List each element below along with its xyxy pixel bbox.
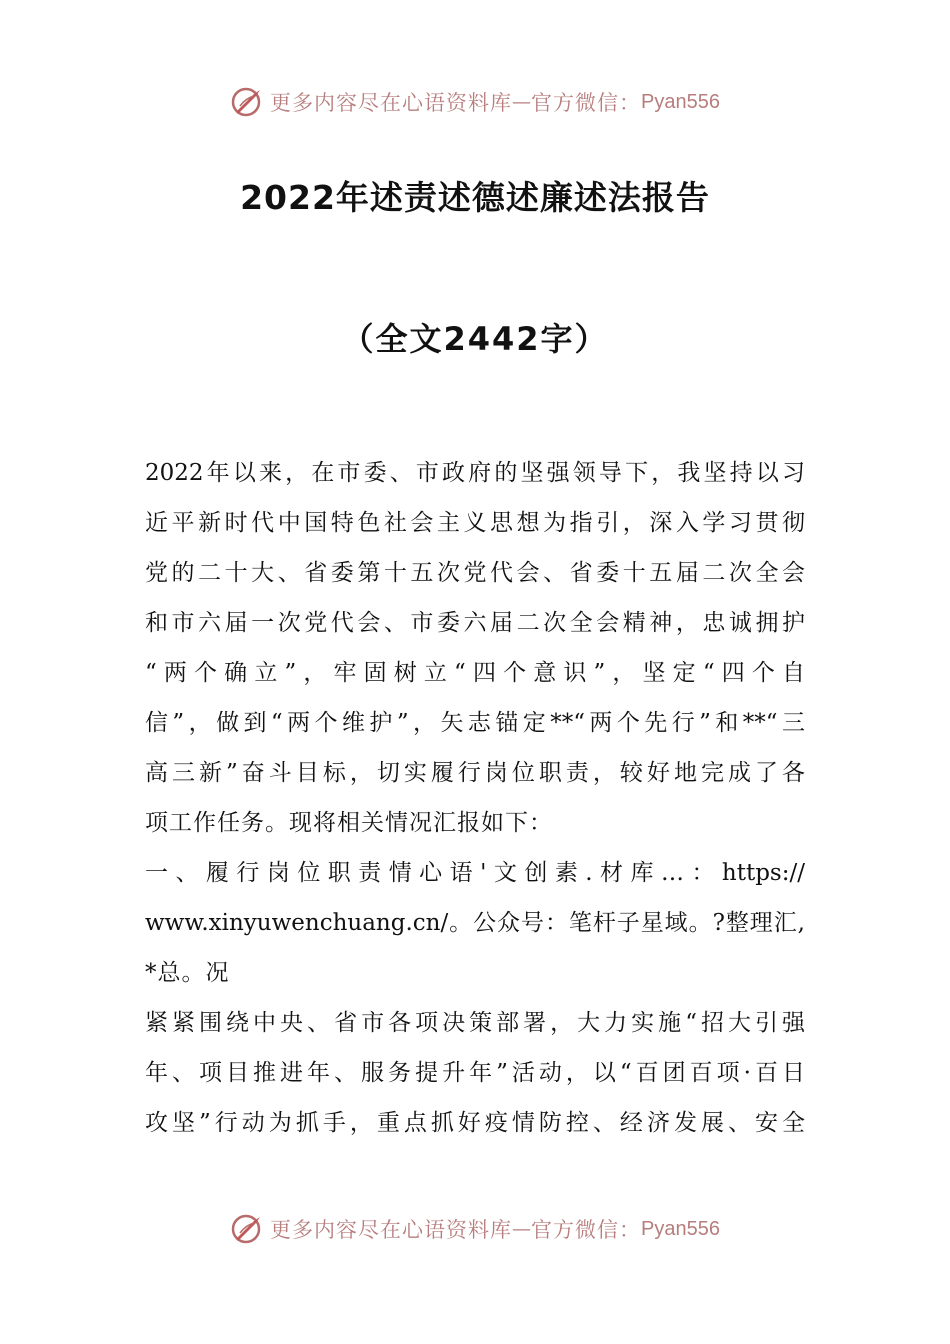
banner-separator: — bbox=[512, 1218, 532, 1240]
document-subtitle: （全文2442字） bbox=[341, 320, 609, 358]
body-line: 高三新”奋斗目标，切实履行岗位职责，较好地完成了各 bbox=[145, 760, 805, 786]
banner-text: 更多内容尽在心语资料库 bbox=[270, 1218, 513, 1242]
body-line: 2022年以来，在市委、市政府的坚强领导下，我坚持以习 bbox=[145, 460, 805, 486]
body-line: 一、履行岗位职责情心语'文创素.材库…：https:// bbox=[145, 860, 805, 886]
body-line: 年、项目推进年、服务提升年”活动，以“百团百项·百日 bbox=[145, 1060, 805, 1086]
banner-text: 更多内容尽在心语资料库 bbox=[270, 91, 513, 115]
contact-id: Pyan556 bbox=[641, 90, 720, 113]
document-body bbox=[145, 448, 805, 1148]
body-line: 项工作任务。现将相关情况汇报如下： bbox=[145, 810, 553, 836]
body-line: “两个确立”，牢固树立“四个意识”，坚定“四个自 bbox=[145, 660, 805, 686]
contact-label: 官方微信： bbox=[531, 91, 642, 115]
pen-nib-logo-icon bbox=[230, 84, 266, 120]
banner-separator: — bbox=[512, 91, 532, 113]
document-title: 2022年述责述德述廉述法报告 bbox=[240, 178, 710, 217]
body-line: 信”，做到“两个维护”，矢志锚定**“两个先行”和**“三 bbox=[145, 710, 805, 736]
body-line: *总。况 bbox=[145, 960, 230, 986]
body-line: 和市六届一次党代会、市委六届二次全会精神，忠诚拥护 bbox=[145, 610, 805, 636]
body-line: www.xinyuwenchuang.cn/。公众号：笔杆子星域。?整理汇, bbox=[145, 910, 805, 936]
footer-banner bbox=[0, 1209, 950, 1249]
body-line: 紧紧围绕中央、省市各项决策部署，大力实施“招大引强 bbox=[145, 1010, 805, 1036]
body-line: 攻坚”行动为抓手，重点抓好疫情防控、经济发展、安全 bbox=[145, 1110, 805, 1136]
contact-id: Pyan556 bbox=[641, 1217, 720, 1240]
contact-label: 官方微信： bbox=[531, 1218, 642, 1242]
body-line: 近平新时代中国特色社会主义思想为指引，深入学习贯彻 bbox=[145, 510, 805, 536]
body-line: 党的二十大、省委第十五次党代会、省委十五届二次全会 bbox=[145, 560, 805, 586]
header-banner bbox=[0, 82, 950, 122]
pen-nib-logo-icon bbox=[230, 1211, 266, 1247]
